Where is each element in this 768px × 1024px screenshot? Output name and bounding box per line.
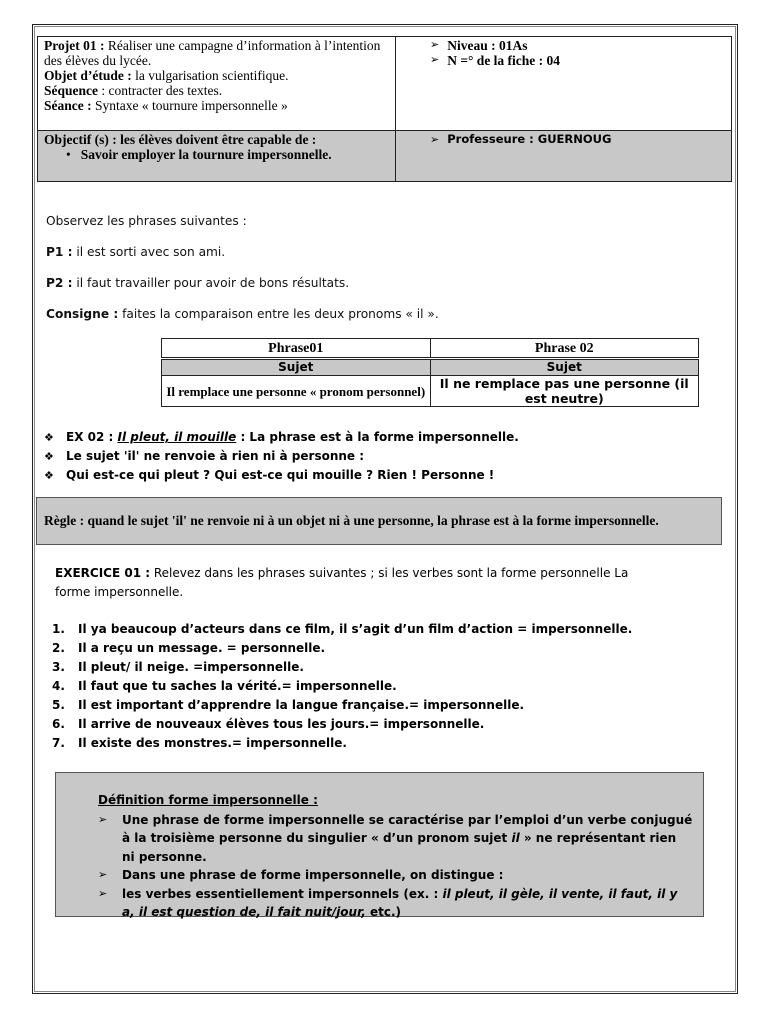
item-text: Il arrive de nouveaux élèves tous les jours.= impersonnelle. <box>78 717 485 731</box>
objet-label: Objet d’étude : <box>44 68 132 83</box>
item-number: 5. <box>52 698 65 712</box>
p1-text: il est sorti avec son ami. <box>72 245 226 259</box>
ex-line2: Le sujet 'il' ne renvoie à rien ni à personne : <box>66 449 365 463</box>
sub-sujet-2: Sujet <box>430 359 699 376</box>
exercise-label: EXERCICE 01 : <box>55 566 151 580</box>
consigne <box>46 307 439 321</box>
list-item <box>44 428 519 447</box>
projet-label: Projet 01 : <box>44 38 105 53</box>
p1-label: P1 : <box>46 245 73 259</box>
ex-italic: Il pleut, il mouille <box>117 430 237 444</box>
item-number: 3. <box>52 660 65 674</box>
list-item <box>44 466 519 485</box>
def-b3-b: etc.) <box>365 905 402 919</box>
list-item <box>98 811 693 867</box>
list-item <box>98 885 693 922</box>
arrow-bullet-icon: ➢ <box>430 133 440 146</box>
bullet-icon: • <box>66 147 71 162</box>
projet-text: Réaliser une campagne d’information à l’intention des élèves du lycée. <box>44 38 381 68</box>
list-item <box>52 715 632 734</box>
def-b1-b: » ne représentant rien ni personne. <box>122 831 677 864</box>
list-item <box>52 639 632 658</box>
item-text: Il existe des monstres.= impersonnelle. <box>78 736 347 750</box>
arrow-bullet-icon: ➢ <box>98 868 108 881</box>
fiche-number: N =° de la fiche : 04 <box>447 53 561 68</box>
diamond-bullet-icon: ❖ <box>44 450 54 463</box>
diamond-bullet-icon: ❖ <box>44 469 54 482</box>
exercise-text: Relevez dans les phrases suivantes ; si les verbes sont la forme personnelle La forme impersonnelle. <box>55 566 629 599</box>
diamond-bullet-icon: ❖ <box>44 431 54 444</box>
description-2: Il ne remplace pas une personne (il est neutre) <box>430 376 699 407</box>
sequence-text: : contracter des textes. <box>101 83 223 98</box>
arrow-bullet-icon: ➢ <box>98 886 108 900</box>
ex-line3: Qui est-ce qui pleut ? Qui est-ce qui mouille ? Rien ! Personne ! <box>66 468 495 482</box>
comparison-table <box>161 338 699 407</box>
rule-text: Règle : quand le sujet 'il' ne renvoie ni à un objet ni à une personne, la phrase est à la forme impersonnelle. <box>44 513 659 528</box>
objet-text: la vulgarisation scientifique. <box>135 68 289 83</box>
exercise-heading <box>55 564 655 602</box>
ex-rest: : La phrase est à la forme impersonnelle. <box>236 430 519 444</box>
seance-label: Séance : <box>44 98 92 113</box>
description-1: Il remplace une personne « pronom personnel) <box>162 376 431 407</box>
col-phrase02: Phrase 02 <box>430 339 699 359</box>
arrow-bullet-icon: ➢ <box>430 39 440 51</box>
def-b3-a: les verbes essentiellement impersonnels (ex. : <box>122 886 443 901</box>
list-item <box>52 658 632 677</box>
professeur: Professeure : GUERNOUG <box>447 132 612 146</box>
exercise-list <box>52 620 632 753</box>
sub-sujet-1: Sujet <box>162 359 431 376</box>
item-number: 1. <box>52 622 65 636</box>
arrow-bullet-icon: ➢ <box>98 812 108 826</box>
arrow-bullet-icon: ➢ <box>430 54 440 66</box>
item-number: 7. <box>52 736 65 750</box>
list-item <box>52 696 632 715</box>
level-cell <box>396 37 732 131</box>
observe-intro: Observez les phrases suivantes : <box>46 214 247 228</box>
def-b2: Dans une phrase de forme impersonnelle, on distingue : <box>122 868 504 882</box>
phrase-p1 <box>46 245 225 259</box>
list-item <box>52 734 632 753</box>
p2-text: il faut travailler pour avoir de bons résultats. <box>72 276 350 290</box>
def-b1-italic: il <box>511 831 520 845</box>
definition-title: Définition forme impersonnelle : <box>98 793 318 807</box>
examples-list <box>44 428 519 485</box>
header-table <box>37 36 732 182</box>
list-item <box>44 447 519 466</box>
item-number: 4. <box>52 679 65 693</box>
list-item <box>52 677 632 696</box>
consigne-text: faites la comparaison entre les deux pronoms « il ». <box>118 307 439 321</box>
project-cell <box>38 37 396 131</box>
item-text: Il est important d’apprendre la langue française.= impersonnelle. <box>78 698 525 712</box>
list-item <box>52 620 632 639</box>
def-b1-a: Une phrase de forme impersonnelle se caractérise par l’emploi d’un verbe conjugué à la troisième personne du singulier « d’un pronom sujet <box>122 812 693 845</box>
p2-label: P2 : <box>46 276 73 290</box>
objective-cell <box>38 131 396 182</box>
sequence-label: Séquence <box>44 83 98 98</box>
objectif-item: Savoir employer la tournure impersonnelle. <box>80 147 332 162</box>
definition-box <box>55 772 704 917</box>
item-number: 6. <box>52 717 65 731</box>
def-b3-italic: il pleut, il gèle, il vente, il faut, il y a, il est question de, il fait nuit/jour, <box>122 886 678 919</box>
niveau: Niveau : 01As <box>447 38 528 53</box>
col-phrase01: Phrase01 <box>162 339 431 359</box>
item-text: Il a reçu un message. = personnelle. <box>78 641 326 655</box>
item-number: 2. <box>52 641 65 655</box>
rule-box <box>36 497 722 545</box>
item-text: Il pleut/ il neige. =impersonnelle. <box>78 660 304 674</box>
consigne-label: Consigne : <box>46 307 119 321</box>
list-item <box>98 866 693 885</box>
item-text: Il faut que tu saches la vérité.= impersonnelle. <box>78 679 397 693</box>
teacher-cell <box>396 131 732 182</box>
objectif-label: Objectif (s) : les élèves doivent être capable de : <box>44 132 317 147</box>
phrase-p2 <box>46 276 349 290</box>
item-text: Il ya beaucoup d’acteurs dans ce film, il s’agit d’un film d’action = impersonnelle. <box>78 622 633 636</box>
seance-text: Syntaxe « tournure impersonnelle » <box>95 98 288 113</box>
ex-label: EX 02 : <box>66 430 118 444</box>
